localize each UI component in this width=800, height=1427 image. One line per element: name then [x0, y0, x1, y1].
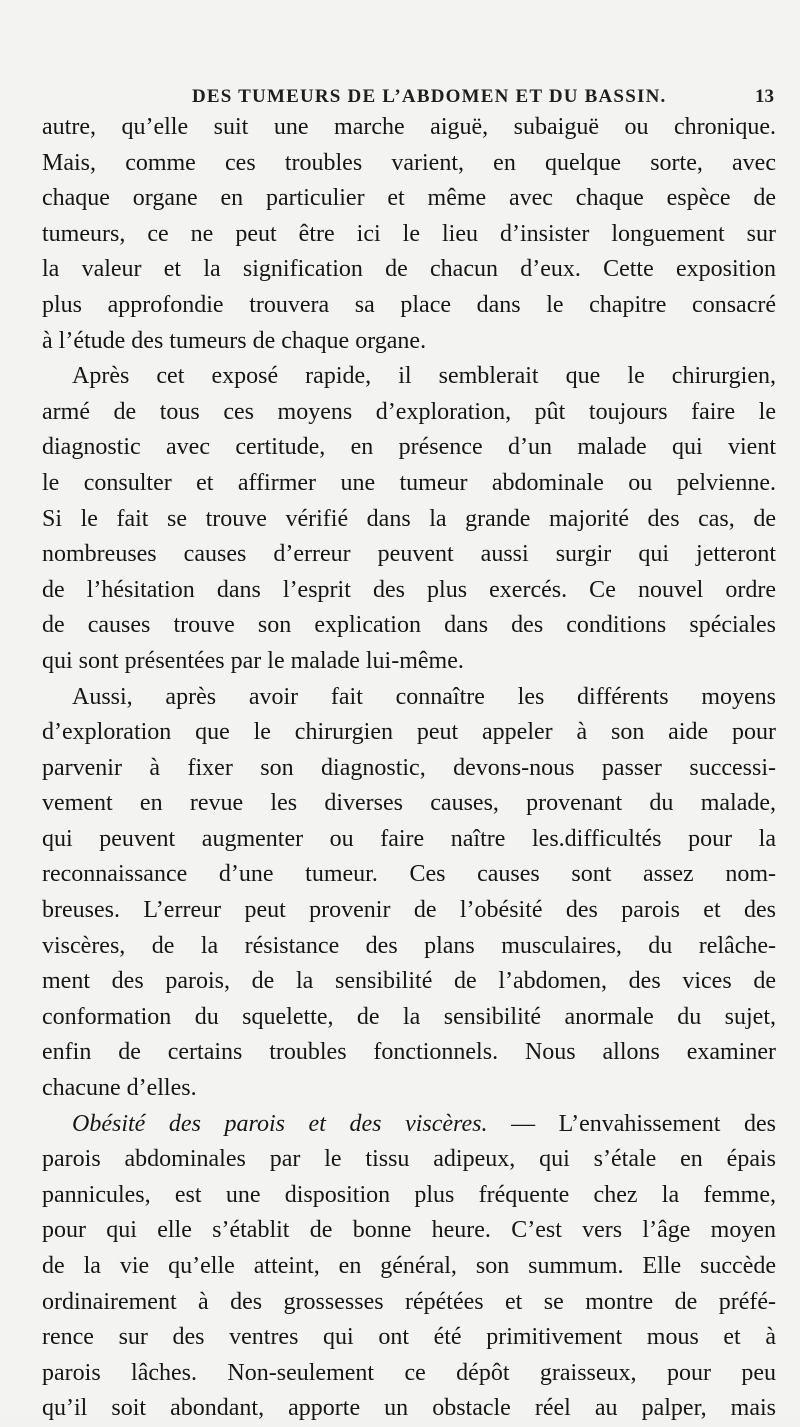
text-line: viscères, de la résistance des plans musculaires, du relâche- [42, 932, 776, 959]
text-line: vement en revue les diverses causes, provenant du malade, [42, 790, 776, 817]
text-line: rence sur des ventres qui ont été primitivement mous et à [42, 1324, 776, 1351]
text-line: parvenir à fixer son diagnostic, devons-nous passer successi- [42, 754, 776, 781]
text-line: breuses. L’erreur peut provenir de l’obésité des parois et des [42, 897, 776, 924]
text-line: le consulter et affirmer une tumeur abdominale ou pelvienne. [42, 469, 776, 496]
section-heading-rest: — L’envahissement des [487, 1110, 776, 1137]
text-line: tumeurs, ce ne peut être ici le lieu d’insister longuement sur [42, 220, 776, 247]
page-number: 13 [755, 86, 774, 107]
text-line: de causes trouve son explication dans des conditions spéciales [42, 612, 776, 639]
text-line: qui sont présentées par le malade lui-même. [42, 647, 464, 674]
text-line: chaque organe en particulier et même avec chaque espèce de [42, 185, 776, 212]
text-line: parois abdominales par le tissu adipeux, qui s’étale en épais [42, 1146, 776, 1173]
text-line: à l’étude des tumeurs de chaque organe. [42, 327, 427, 354]
body-text [42, 110, 776, 1427]
text-line: ordinairement à des grossesses répétées et se montre de préfé- [42, 1288, 776, 1315]
text-line: de la vie qu’elle atteint, en général, son summum. Elle succède [42, 1253, 776, 1279]
text-line: armé de tous ces moyens d’exploration, pût toujours faire le [42, 398, 776, 425]
text-line: Mais, comme ces troubles varient, en quelque sorte, avec [42, 149, 776, 176]
text-line: parois lâches. Non-seulement ce dépôt graisseux, pour peu [42, 1359, 776, 1386]
text-line: nombreuses causes d’erreur peuvent aussi surgir qui jetteront [42, 541, 776, 568]
text-line: autre, qu’elle suit une marche aiguë, subaiguë ou chronique. [42, 114, 776, 140]
text-line: Après cet exposé rapide, il semblerait que le chirurgien, [72, 363, 776, 390]
running-title: DES TUMEURS DE L’ABDOMEN ET DU BASSIN. [192, 86, 667, 107]
text-line: Si le fait se trouve vérifié dans la grande majorité des cas, de [42, 505, 776, 532]
text-line: la valeur et la signification de chacun d’eux. Cette exposition [42, 256, 776, 283]
text-line: qui peuvent augmenter ou faire naître les.difficultés pour la [42, 825, 776, 852]
text-line: qu’il soit abondant, apporte un obstacle réel au palper, mais [42, 1395, 776, 1422]
text-line: enfin de certains troubles fonctionnels. Nous allons examiner [42, 1039, 776, 1066]
text-line: conformation du squelette, de la sensibilité anormale du sujet, [42, 1003, 776, 1030]
text-line: ment des parois, de la sensibilité de l’abdomen, des vices de [42, 968, 776, 995]
text-line: chacune d’elles. [42, 1075, 197, 1102]
text-line: diagnostic avec certitude, en présence d’un malade qui vient [42, 434, 776, 461]
text-line: d’exploration que le chirurgien peut appeler à son aide pour [42, 719, 776, 746]
text-line: pannicules, est une disposition plus fréquente chez la femme, [42, 1181, 776, 1208]
text-line: reconnaissance d’une tumeur. Ces causes sont assez nom- [42, 861, 776, 888]
text-line: plus approfondie trouvera sa place dans le chapitre consacré [42, 291, 776, 318]
text-line: Aussi, après avoir fait connaître les différents moyens [72, 683, 776, 710]
section-first-line [42, 1107, 776, 1143]
section-heading: Obésité des parois et des viscères. [72, 1110, 488, 1137]
text-line: pour qui elle s’établit de bonne heure. C’est vers l’âge moyen [42, 1217, 776, 1244]
text-line: de l’hésitation dans l’esprit des plus exercés. Ce nouvel ordre [42, 576, 776, 603]
